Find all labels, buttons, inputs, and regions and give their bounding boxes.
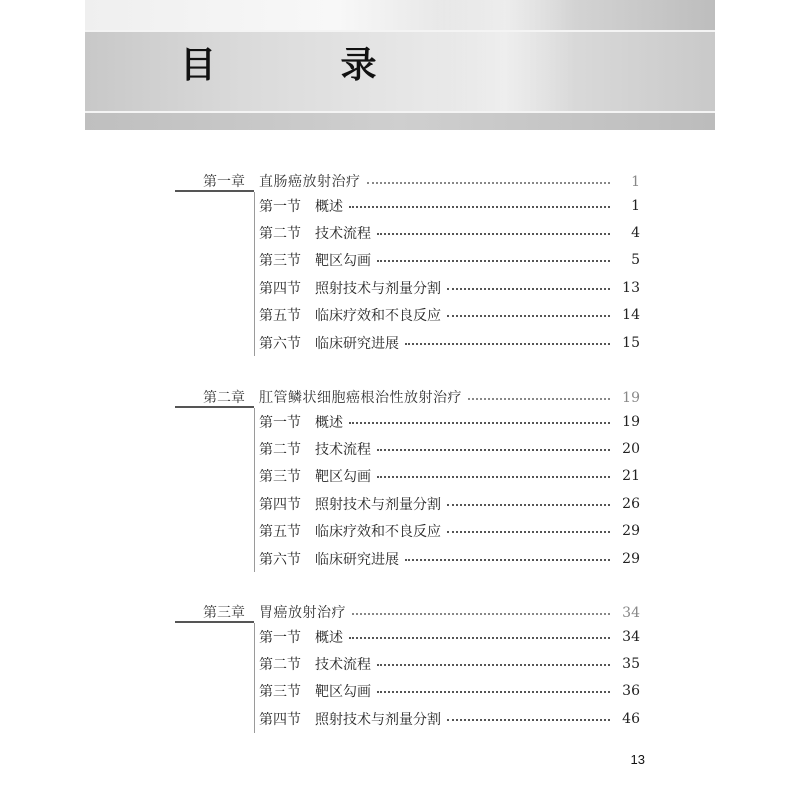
- chapter-number: 第三章: [203, 605, 245, 621]
- section-number: 第六节: [259, 335, 301, 352]
- chapter-entry[interactable]: [175, 383, 640, 408]
- chapter-page: 19: [622, 390, 640, 406]
- section-title: 临床研究进展: [315, 551, 399, 568]
- chapter-block: [175, 598, 640, 733]
- chapter-title: 肛管鳞状细胞癌根治性放射治疗: [259, 390, 462, 406]
- dot-leader: [349, 206, 610, 208]
- section-entry[interactable]: [255, 192, 640, 219]
- dot-leader: [377, 691, 610, 693]
- dot-leader: [352, 613, 610, 615]
- section-page: 21: [622, 468, 640, 485]
- section-number: 第二节: [259, 657, 301, 674]
- section-entry[interactable]: [255, 518, 640, 545]
- section-title: 靶区勾画: [315, 253, 371, 270]
- banner-highlight: [435, 0, 575, 112]
- title-banner: [85, 0, 715, 130]
- section-entry[interactable]: [255, 705, 640, 732]
- section-page: 19: [622, 413, 640, 430]
- dot-leader: [447, 288, 610, 290]
- section-title: 照射技术与剂量分割: [315, 496, 441, 513]
- section-title: 照射技术与剂量分割: [315, 280, 441, 297]
- section-number: 第二节: [259, 226, 301, 243]
- section-entry[interactable]: [255, 274, 640, 301]
- section-title: 临床研究进展: [315, 335, 399, 352]
- section-number: 第一节: [259, 629, 301, 646]
- section-number: 第五节: [259, 524, 301, 541]
- section-title: 靶区勾画: [315, 469, 371, 486]
- section-entry[interactable]: [255, 623, 640, 650]
- banner-bottom-band: [85, 113, 715, 130]
- dot-leader: [377, 233, 610, 235]
- section-title: 技术流程: [315, 442, 371, 459]
- dot-leader: [405, 559, 610, 561]
- page-number: 13: [630, 752, 645, 767]
- chapter-rule: [175, 621, 254, 623]
- chapter-block: [175, 383, 640, 572]
- section-entry[interactable]: [255, 650, 640, 677]
- dot-leader: [349, 422, 610, 424]
- banner-top-band: [85, 0, 715, 30]
- dot-leader: [377, 476, 610, 478]
- chapter-page: 34: [622, 605, 640, 621]
- section-number: 第五节: [259, 308, 301, 325]
- chapter-block: [175, 167, 640, 356]
- dot-leader: [377, 664, 610, 666]
- chapter-entry[interactable]: [175, 167, 640, 192]
- section-number: 第三节: [259, 469, 301, 486]
- section-number: 第四节: [259, 496, 301, 513]
- section-list: [254, 192, 640, 356]
- dot-leader: [367, 182, 611, 184]
- section-number: 第二节: [259, 442, 301, 459]
- section-title: 临床疗效和不良反应: [315, 524, 441, 541]
- section-entry[interactable]: [255, 463, 640, 490]
- section-page: 26: [622, 495, 640, 512]
- section-entry[interactable]: [255, 219, 640, 246]
- dot-leader: [447, 504, 610, 506]
- section-title: 概述: [315, 629, 343, 646]
- dot-leader: [447, 531, 610, 533]
- section-entry[interactable]: [255, 408, 640, 435]
- section-entry[interactable]: [255, 329, 640, 356]
- chapter-number: 第一章: [203, 174, 245, 190]
- dot-leader: [447, 315, 610, 317]
- section-page: 20: [622, 441, 640, 458]
- section-entry[interactable]: [255, 435, 640, 462]
- section-entry[interactable]: [255, 302, 640, 329]
- section-number: 第三节: [259, 684, 301, 701]
- section-title: 照射技术与剂量分割: [315, 711, 441, 728]
- section-page: 5: [631, 252, 640, 269]
- chapter-rule: [175, 190, 254, 192]
- banner-divider: [85, 30, 715, 32]
- section-list: [254, 623, 640, 733]
- section-title: 技术流程: [315, 226, 371, 243]
- section-page: 29: [622, 550, 640, 567]
- section-title: 临床疗效和不良反应: [315, 308, 441, 325]
- section-title: 技术流程: [315, 657, 371, 674]
- section-title: 概述: [315, 198, 343, 215]
- section-entry[interactable]: [255, 247, 640, 274]
- section-number: 第一节: [259, 198, 301, 215]
- chapter-title: 直肠癌放射治疗: [259, 174, 361, 190]
- section-number: 第一节: [259, 414, 301, 431]
- dot-leader: [349, 637, 610, 639]
- chapter-entry[interactable]: [175, 598, 640, 623]
- section-entry[interactable]: [255, 545, 640, 572]
- section-entry[interactable]: [255, 490, 640, 517]
- section-number: 第六节: [259, 551, 301, 568]
- section-page: 13: [622, 279, 640, 296]
- dot-leader: [468, 398, 610, 400]
- page-title: 目 录: [180, 45, 433, 86]
- dot-leader: [377, 260, 610, 262]
- section-page: 29: [622, 523, 640, 540]
- section-number: 第四节: [259, 711, 301, 728]
- section-page: 36: [622, 683, 640, 700]
- chapter-title: 胃癌放射治疗: [259, 605, 346, 621]
- chapter-number: 第二章: [203, 390, 245, 406]
- chapter-rule: [175, 406, 254, 408]
- chapter-page: 1: [631, 174, 640, 190]
- section-title: 概述: [315, 414, 343, 431]
- dot-leader: [405, 343, 610, 345]
- section-page: 35: [622, 656, 640, 673]
- section-list: [254, 408, 640, 572]
- section-page: 34: [622, 628, 640, 645]
- dot-leader: [447, 719, 610, 721]
- section-page: 4: [631, 225, 640, 242]
- section-title: 靶区勾画: [315, 684, 371, 701]
- section-page: 1: [631, 197, 640, 214]
- section-page: 14: [622, 307, 640, 324]
- section-number: 第四节: [259, 280, 301, 297]
- section-page: 46: [622, 710, 640, 727]
- section-number: 第三节: [259, 253, 301, 270]
- section-page: 15: [622, 334, 640, 351]
- section-entry[interactable]: [255, 678, 640, 705]
- dot-leader: [377, 449, 610, 451]
